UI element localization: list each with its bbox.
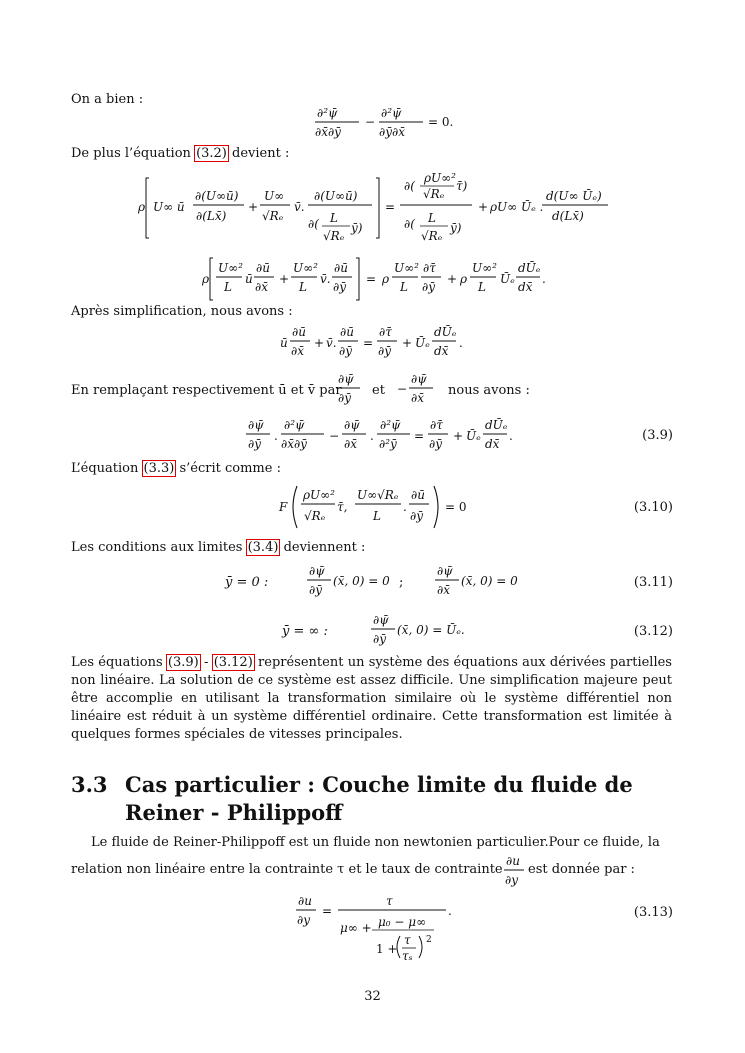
svg-text:ȳ): ȳ) xyxy=(351,221,363,235)
equation-3-11-svg xyxy=(305,560,535,604)
svg-text:L: L xyxy=(400,280,408,294)
svg-text:(x̄, 0) = 0: (x̄, 0) = 0 xyxy=(333,574,390,588)
et-text: et xyxy=(372,383,385,398)
ref-eq-3-4[interactable]: (3.4) xyxy=(247,540,279,555)
svg-text:L: L xyxy=(224,280,232,294)
svg-text:v̄.: v̄. xyxy=(326,336,337,350)
svg-text:∂²ψ̄: ∂²ψ̄ xyxy=(381,106,402,120)
svg-text:∂x̄: ∂x̄ xyxy=(255,280,268,294)
equation-momentum-scaled-svg xyxy=(200,254,550,304)
intro-text: On a bien : xyxy=(71,92,144,107)
les-eq-prefix: Les équations xyxy=(71,655,163,670)
svg-text:U∞²: U∞² xyxy=(293,261,318,275)
svg-text:F: F xyxy=(279,500,288,514)
svg-text:−: − xyxy=(329,429,340,443)
svg-text:+: + xyxy=(478,200,489,214)
les-eq-dash: - xyxy=(204,655,209,670)
equation-momentum-full xyxy=(136,166,616,254)
equation-momentum-scaled xyxy=(200,254,550,308)
svg-text:L: L xyxy=(428,211,436,225)
eqno-3-12: (3.12) xyxy=(633,624,673,639)
svg-text:dŪₑ: dŪₑ xyxy=(485,418,508,432)
svg-text:∂ψ̄: ∂ψ̄ xyxy=(411,372,427,386)
ref-eq-3-2[interactable]: (3.2) xyxy=(196,146,227,161)
y0-label: ȳ = 0 : xyxy=(225,575,269,590)
svg-text:dx̄: dx̄ xyxy=(434,344,449,358)
svg-text:ρU∞²: ρU∞² xyxy=(424,171,456,185)
de-plus-prefix: De plus l’équation xyxy=(71,146,191,161)
svg-text:ρ: ρ xyxy=(138,200,146,214)
equation-psi-mixed-svg xyxy=(313,103,473,143)
svg-text:∂ȳ: ∂ȳ xyxy=(422,280,435,294)
svg-text:.: . xyxy=(370,429,374,443)
svg-text:∂ψ̄: ∂ψ̄ xyxy=(373,613,389,627)
reiner-paragraph-line2: relation non linéaire entre la contrainte τ et le taux de contrainte xyxy=(71,862,503,877)
page-number: 32 xyxy=(364,989,381,1004)
svg-text:∂τ̄: ∂τ̄ xyxy=(379,325,392,339)
svg-text:ρU∞ Ūₑ .: ρU∞ Ūₑ . xyxy=(490,200,544,214)
svg-text:∂ψ̄: ∂ψ̄ xyxy=(248,418,264,432)
svg-text:μ₀ − μ∞: μ₀ − μ∞ xyxy=(378,915,427,929)
svg-text:L: L xyxy=(373,509,381,523)
section-title: Cas particulier : Couche limite du fluide de Reiner - Philippoff xyxy=(125,772,633,825)
equation-3-10 xyxy=(277,480,477,538)
svg-text:ρU∞²: ρU∞² xyxy=(303,488,335,502)
equation-3-9-svg xyxy=(244,414,514,458)
svg-text:−: − xyxy=(397,382,408,396)
svg-text:∂²ψ̄: ∂²ψ̄ xyxy=(317,106,338,120)
svg-text:.: . xyxy=(459,336,463,350)
svg-text:∂(: ∂( xyxy=(308,217,319,231)
svg-text:= 0: = 0 xyxy=(445,500,467,514)
svg-text:=: = xyxy=(322,904,333,918)
svg-text:.: . xyxy=(403,500,407,514)
svg-text:τ̄): τ̄) xyxy=(456,179,468,193)
svg-text:U∞²: U∞² xyxy=(472,261,497,275)
svg-text:∂²ψ̄: ∂²ψ̄ xyxy=(380,418,401,432)
svg-text:+: + xyxy=(447,272,458,286)
svg-text:∂ȳ: ∂ȳ xyxy=(333,280,346,294)
eqno-3-10: (3.10) xyxy=(633,500,673,515)
frac-minus-dpsi-dx-svg xyxy=(397,368,437,410)
svg-text:√Rₑ: √Rₑ xyxy=(421,229,443,243)
svg-text:∂ū: ∂ū xyxy=(334,261,348,275)
apres-text: Après simplification, nous avons : xyxy=(71,304,293,319)
frac-dpsi-dy xyxy=(334,368,364,414)
ref-eq-3-12[interactable]: (3.12) xyxy=(213,655,253,670)
svg-text:∂ȳ: ∂ȳ xyxy=(338,391,351,405)
equation-3-10-svg xyxy=(277,480,477,534)
svg-text:d(U∞ Ūₑ): d(U∞ Ūₑ) xyxy=(546,189,602,203)
equation-3-13-svg xyxy=(294,890,464,968)
svg-text:+: + xyxy=(402,336,413,350)
svg-text:=: = xyxy=(414,429,425,443)
equation-simplified xyxy=(278,321,478,369)
svg-text:∂(U∞ū): ∂(U∞ū) xyxy=(195,189,239,203)
svg-text:∂ȳ∂x̄: ∂ȳ∂x̄ xyxy=(379,125,405,139)
les-equations-paragraph xyxy=(71,654,672,744)
svg-text:√Rₑ: √Rₑ xyxy=(304,509,326,523)
svg-text:∂(: ∂( xyxy=(404,179,415,193)
svg-text:=: = xyxy=(363,336,374,350)
svg-text:∂u: ∂u xyxy=(506,854,520,868)
svg-text:∂x̄: ∂x̄ xyxy=(344,437,357,451)
svg-text:.: . xyxy=(448,904,452,918)
svg-text:U∞√Rₑ: U∞√Rₑ xyxy=(357,488,399,502)
equation-simplified-svg xyxy=(278,321,478,365)
svg-text:∂x̄: ∂x̄ xyxy=(291,344,304,358)
svg-text:+: + xyxy=(453,429,464,443)
remplacant-text-prefix: En remplaçant respectivement ū et v̄ par xyxy=(71,383,342,398)
svg-text:= 0.: = 0. xyxy=(428,115,454,129)
svg-text:U∞²: U∞² xyxy=(394,261,419,275)
svg-text:∂x̄: ∂x̄ xyxy=(411,391,424,405)
svg-text:+: + xyxy=(314,336,325,350)
svg-text:U∞²: U∞² xyxy=(218,261,243,275)
svg-text:∂ȳ: ∂ȳ xyxy=(410,509,423,523)
nous-avons-text: nous avons : xyxy=(448,383,530,398)
svg-text:∂ψ̄: ∂ψ̄ xyxy=(344,418,360,432)
svg-text:(x̄, 0) = Ūₑ.: (x̄, 0) = Ūₑ. xyxy=(397,623,465,637)
de-plus-suffix: devient : xyxy=(232,146,290,161)
svg-text:∂x̄: ∂x̄ xyxy=(437,583,450,597)
reiner-paragraph-line1: Le fluide de Reiner-Philippoff est un fluide non newtonien particulier.Pour ce fluide, la xyxy=(91,835,660,850)
equation-suffix: s’écrit comme : xyxy=(179,461,281,476)
equation-3-11 xyxy=(305,560,535,608)
svg-text:∂x̄∂ȳ: ∂x̄∂ȳ xyxy=(315,125,341,139)
equation-3-12 xyxy=(369,609,479,657)
svg-text:dx̄: dx̄ xyxy=(518,280,533,294)
svg-text:.: . xyxy=(274,429,278,443)
svg-text:.: . xyxy=(542,272,546,286)
svg-text:τₛ: τₛ xyxy=(402,949,413,963)
svg-text:ū: ū xyxy=(280,336,288,350)
frac-du-dy-svg xyxy=(502,850,528,892)
svg-text:∂ψ̄: ∂ψ̄ xyxy=(437,564,453,578)
svg-text:+: + xyxy=(248,200,259,214)
equation-text xyxy=(71,460,672,478)
svg-text:d(Lx̄): d(Lx̄) xyxy=(552,209,584,223)
frac-du-dy xyxy=(502,850,528,896)
svg-text:L: L xyxy=(299,280,307,294)
eqno-3-11: (3.11) xyxy=(633,575,673,590)
svg-text:L: L xyxy=(330,211,338,225)
reiner-paragraph-line3: est donnée par : xyxy=(528,862,635,877)
svg-text:ρ: ρ xyxy=(202,272,210,286)
svg-text:dx̄: dx̄ xyxy=(485,437,500,451)
svg-text:∂ȳ: ∂ȳ xyxy=(373,632,386,646)
svg-text:ȳ): ȳ) xyxy=(450,221,462,235)
conditions-text xyxy=(71,539,672,557)
svg-text:∂ȳ: ∂ȳ xyxy=(339,344,352,358)
svg-text:U∞: U∞ xyxy=(264,189,285,203)
svg-text:Ūₑ: Ūₑ xyxy=(415,336,430,350)
svg-text:ρ: ρ xyxy=(460,272,468,286)
svg-text:+: + xyxy=(279,272,290,286)
conditions-suffix: deviennent : xyxy=(283,540,366,555)
svg-text:(x̄, 0) = 0: (x̄, 0) = 0 xyxy=(461,574,518,588)
svg-text:∂ū: ∂ū xyxy=(256,261,270,275)
equation-psi-mixed xyxy=(313,103,473,147)
eqno-3-13: (3.13) xyxy=(633,905,673,920)
svg-text:∂x̄∂ȳ: ∂x̄∂ȳ xyxy=(281,437,307,451)
svg-text:∂²ȳ: ∂²ȳ xyxy=(379,437,397,451)
equation-3-12-svg xyxy=(369,609,479,653)
ref-eq-3-3[interactable]: (3.3) xyxy=(143,461,175,476)
svg-text:∂(: ∂( xyxy=(404,217,415,231)
svg-text:U∞ ū: U∞ ū xyxy=(153,200,185,214)
svg-text:∂u: ∂u xyxy=(298,894,312,908)
svg-text:√Rₑ: √Rₑ xyxy=(423,187,445,201)
yinf-label: ȳ = ∞ : xyxy=(282,624,328,639)
svg-text:∂ȳ: ∂ȳ xyxy=(248,437,261,451)
svg-text:∂ū: ∂ū xyxy=(292,325,306,339)
svg-text:−: − xyxy=(365,115,376,129)
svg-text:μ∞ +: μ∞ + xyxy=(340,921,372,935)
svg-text:∂ψ̄: ∂ψ̄ xyxy=(338,372,354,386)
svg-text:2: 2 xyxy=(426,935,432,945)
svg-text:τ̄,: τ̄, xyxy=(337,500,348,514)
svg-text:√Rₑ: √Rₑ xyxy=(323,229,345,243)
svg-text:L: L xyxy=(478,280,486,294)
equation-3-9 xyxy=(244,414,514,462)
svg-text:v̄.: v̄. xyxy=(320,272,331,286)
svg-text:√Rₑ: √Rₑ xyxy=(262,209,284,223)
equation-3-13 xyxy=(294,890,464,972)
svg-text:dŪₑ: dŪₑ xyxy=(518,261,541,275)
svg-text:1 +: 1 + xyxy=(376,942,398,956)
svg-text:ρ: ρ xyxy=(382,272,390,286)
equation-momentum-full-svg xyxy=(136,166,616,250)
semicolon: ; xyxy=(399,575,404,590)
section-number: 3.3 xyxy=(71,772,108,797)
svg-text:∂(U∞ū): ∂(U∞ū) xyxy=(314,189,358,203)
svg-text:τ: τ xyxy=(404,933,411,947)
svg-text:∂y: ∂y xyxy=(505,873,518,887)
les-eq-body: représentent un système des équations aux dérivées partielles non linéaire. La solution de ce système est assez difficile. Une simplification majeure peut être accomplie en utilisant la transformation similaire où le système différentiel non linéaire est réduit à un système différentiel ordinaire. Cette transformation est limitée à quelques formes spéciales de vitesses principales. xyxy=(71,655,672,742)
svg-text:=: = xyxy=(366,272,377,286)
svg-text:∂ȳ: ∂ȳ xyxy=(309,583,322,597)
svg-text:∂τ̄: ∂τ̄ xyxy=(423,261,436,275)
de-plus-text xyxy=(71,145,672,163)
svg-text:dŪₑ: dŪₑ xyxy=(434,325,457,339)
svg-text:∂ȳ: ∂ȳ xyxy=(429,437,442,451)
svg-text:∂²ψ̄: ∂²ψ̄ xyxy=(284,418,305,432)
svg-text:∂y: ∂y xyxy=(297,913,310,927)
svg-text:ū: ū xyxy=(245,272,253,286)
frac-dpsi-dy-svg xyxy=(334,368,364,410)
svg-text:∂ū: ∂ū xyxy=(411,488,425,502)
svg-text:∂ψ̄: ∂ψ̄ xyxy=(309,564,325,578)
svg-text:.: . xyxy=(509,429,513,443)
eqno-3-9: (3.9) xyxy=(642,428,673,443)
equation-prefix: L’équation xyxy=(71,461,139,476)
conditions-prefix: Les conditions aux limites xyxy=(71,540,243,555)
svg-text:τ: τ xyxy=(386,894,393,908)
svg-text:∂(Lx̄): ∂(Lx̄) xyxy=(196,209,227,223)
frac-minus-dpsi-dx xyxy=(397,368,437,414)
ref-eq-3-9[interactable]: (3.9) xyxy=(167,655,199,670)
svg-text:∂ū: ∂ū xyxy=(340,325,354,339)
svg-text:=: = xyxy=(385,200,396,214)
svg-text:Ūₑ: Ūₑ xyxy=(500,272,515,286)
svg-text:v̄.: v̄. xyxy=(294,200,305,214)
svg-text:Ūₑ: Ūₑ xyxy=(466,429,481,443)
svg-text:∂ȳ: ∂ȳ xyxy=(378,344,391,358)
svg-text:∂τ̄: ∂τ̄ xyxy=(430,418,443,432)
